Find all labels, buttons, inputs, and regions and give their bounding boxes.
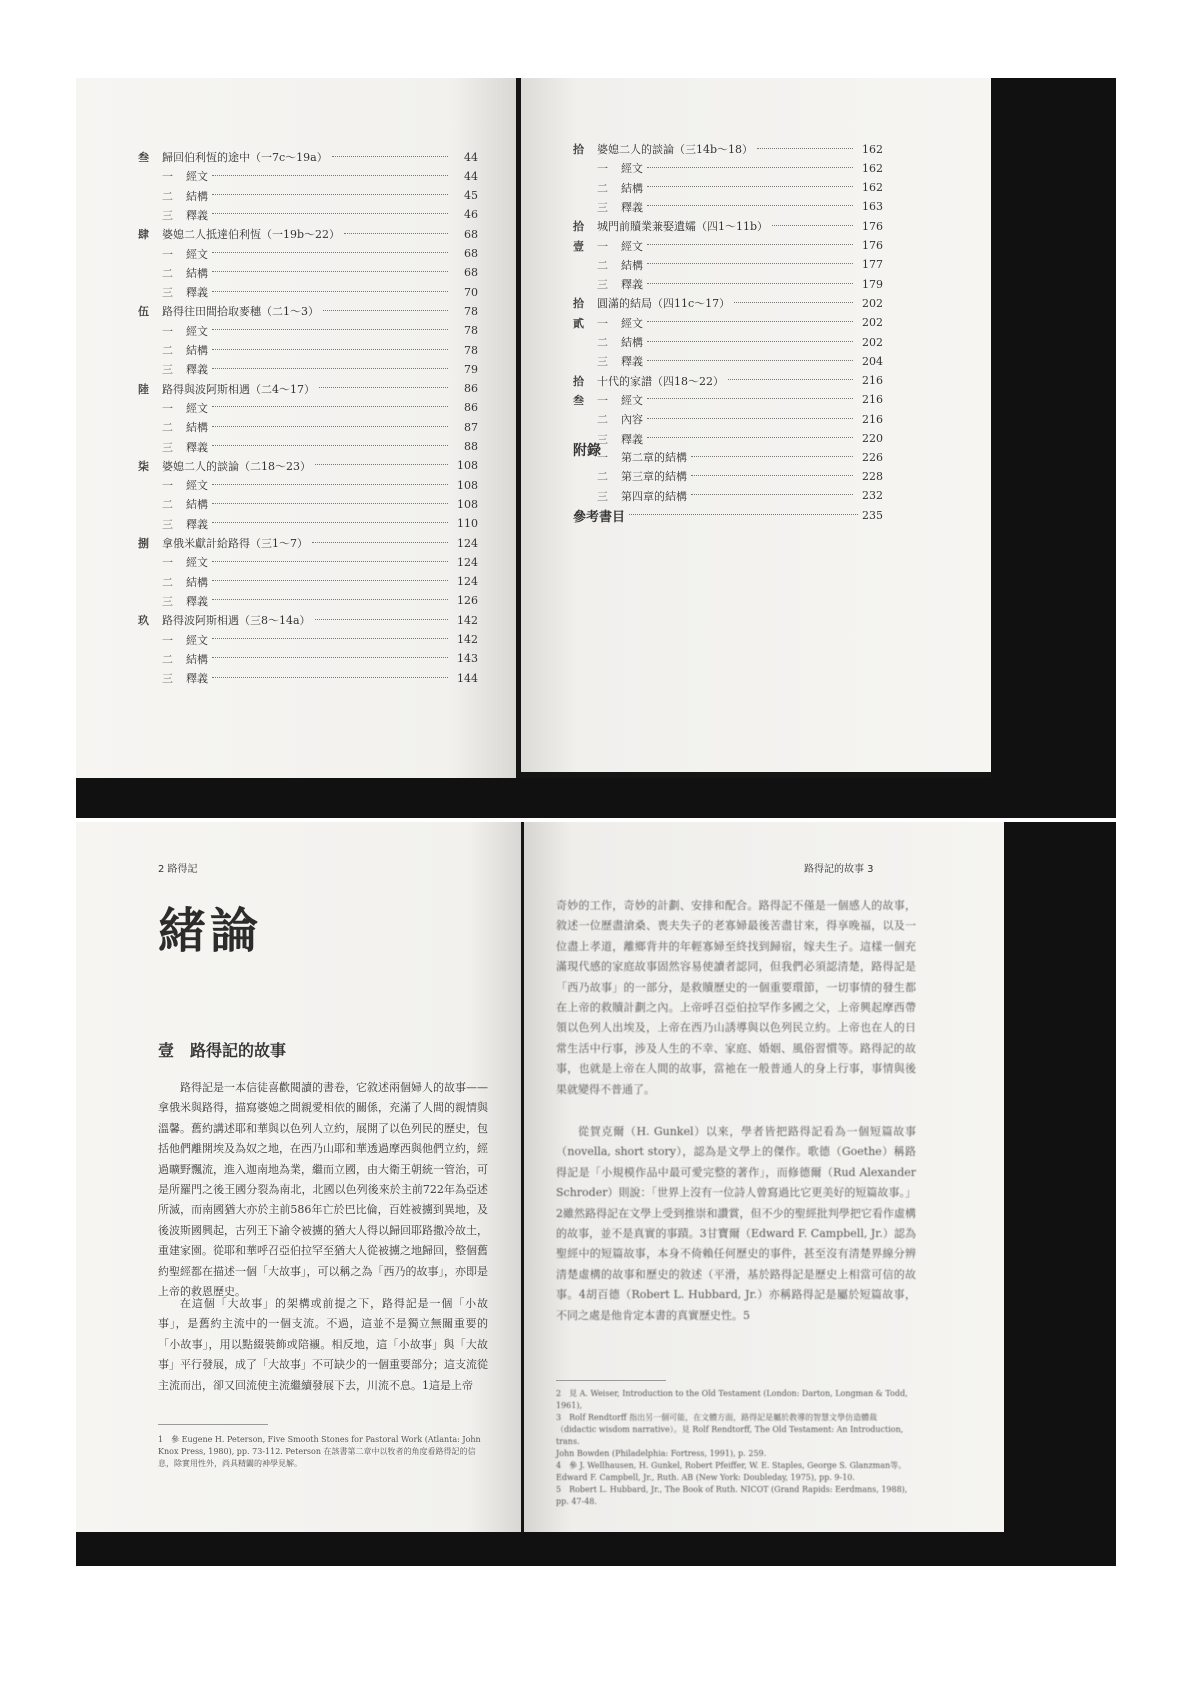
scan-background [1004, 822, 1116, 1566]
toc-row [573, 275, 883, 293]
leader-dots [691, 493, 853, 495]
toc-page-number: 46 [464, 208, 478, 222]
leader-dots [212, 483, 448, 485]
toc-row [573, 430, 883, 448]
toc-entry-label: 結構 [186, 421, 208, 435]
toc-entry-label: 釋義 [621, 432, 643, 446]
toc-entry-label: 結構 [186, 498, 208, 512]
toc-page-number: 78 [464, 343, 478, 357]
toc-sub-numeral: 二 [597, 336, 608, 349]
toc-row [573, 487, 883, 505]
toc-left-page [76, 78, 516, 778]
toc-sub-numeral: 三 [597, 432, 608, 446]
toc-page-number: 163 [862, 200, 883, 214]
leader-dots [212, 676, 448, 678]
toc-page-number: 202 [862, 296, 883, 310]
page3-paragraph-1: 奇妙的工作，奇妙的計劃、安排和配合。路得記不僅是一個感人的故事，敘述一位歷盡滄桑、喪夫失子的老寡婦最後苦盡甘來，得享晚福，以及一位盡上孝道，離鄉背井的年輕寡婦至終找到歸宿，嫁夫生子。這樣一個充滿現代感的家庭故事固然容易使讀者認同，但我們必須認清楚，路得記是「西乃故事」的一部分，是救贖歷史的一個重要環節，一切事情的發生都在上帝的救贖計劃之內。上帝呼召亞伯拉罕作多國之父，上帝興起摩西帶領以色列人出埃及，上帝在西乃山誘導與以色列民立約。上帝也在人的日常生活中行事，涉及人生的不幸、家庭、婚姻、風俗習慣等。路得記的故事，也就是上帝在人間的故事，當祂在一般普通人的身上行事，事情與後果就變得不普通了。 [556, 899, 916, 1096]
footnote-line: 4 參 J. Wellhausen, H. Gunkel, Robert Pfeiffer, W. E. Staples, George S. Glanzman等。 [556, 1461, 907, 1470]
toc-page-number: 177 [862, 258, 883, 272]
toc-row [573, 391, 883, 409]
toc-entry-label: 經文 [186, 170, 208, 184]
toc-sub-numeral: 二 [597, 413, 608, 427]
toc-row [138, 631, 478, 649]
leader-dots [734, 301, 853, 303]
leader-dots [312, 541, 448, 543]
toc-sub-numeral: 一 [162, 324, 173, 338]
toc-entry-label: 內容 [621, 413, 643, 427]
toc-entry-label: 結構 [186, 652, 208, 666]
toc-row [573, 410, 883, 428]
leader-dots [212, 502, 448, 504]
bibliography-entry [573, 506, 883, 525]
toc-entry-label: 結構 [186, 189, 208, 203]
toc-chapter-numeral: 玖 [138, 614, 149, 628]
toc-row [573, 294, 883, 312]
toc-page-number: 216 [862, 374, 883, 388]
toc-chapter-numeral: 陸 [138, 382, 149, 396]
leader-dots [647, 282, 853, 284]
leader-dots [647, 185, 853, 187]
toc-chapter-numeral: 捌 [138, 537, 149, 550]
toc-sub-numeral: 三 [162, 594, 173, 608]
leader-dots [212, 405, 448, 407]
toc-chapter-numeral: 拾 [573, 143, 584, 156]
toc-entry-label: 第三章的結構 [621, 470, 687, 484]
toc-entry-label: 婆媳二人的談論（二18～23） [162, 459, 311, 473]
toc-sub-numeral: 一 [162, 170, 173, 184]
leader-dots [757, 147, 853, 149]
toc-entry-label: 釋義 [186, 672, 208, 686]
toc-row [138, 225, 478, 243]
toc-row [573, 198, 883, 216]
toc-chapter-numeral: 柒 [138, 459, 149, 473]
footnote-line: Edward F. Campbell, Jr., Ruth. AB (New York: Doubleday, 1975), pp. 9-10. [556, 1473, 855, 1482]
leader-dots [212, 212, 448, 214]
leader-dots [212, 328, 448, 330]
scan-background [76, 778, 991, 818]
appendix-title: 附錄 [573, 443, 601, 459]
leader-dots [332, 155, 448, 157]
leader-dots [647, 436, 853, 438]
chapter-title: 緒論 [158, 903, 263, 959]
section-heading: 壹 路得記的故事 [158, 1041, 287, 1060]
toc-page-number: 204 [862, 354, 883, 368]
toc-row [138, 187, 478, 205]
toc-entry-label: 結構 [621, 336, 643, 349]
footnote-line: 3 Rolf Rendtorff 指出另一個可能，在文體方面，路得記是屬於教導的智慧文學仿造體裁（didactic wisdom narrative）。見 Rolf Rendtorff, The Old Testament: An Introduction, trans. [556, 1413, 904, 1446]
toc-entry-label: 經文 [186, 479, 208, 493]
toc-entry-label: 結構 [186, 575, 208, 589]
toc-entry-label: 經文 [621, 316, 643, 330]
toc-chapter-numeral: 叁 [573, 393, 584, 407]
toc-entry-label: 結構 [186, 266, 208, 280]
leader-dots [212, 579, 448, 581]
toc-row [573, 372, 883, 390]
toc-sub-numeral: 三 [597, 278, 608, 292]
toc-sub-numeral: 二 [597, 258, 608, 272]
toc-row [138, 476, 478, 494]
toc-chapter-numeral: 叁 [138, 151, 149, 164]
toc-entry-label: 第二章的結構 [621, 451, 687, 464]
toc-row [138, 399, 478, 417]
toc-entry-label: 婆媳二人的談論（三14b～18） [597, 143, 754, 156]
leader-dots [212, 521, 448, 523]
toc-row [573, 352, 883, 370]
toc-entry-label: 婆媳二人抵達伯利恆（一19b～22） [162, 228, 341, 242]
leader-dots [315, 618, 448, 620]
toc-row [138, 650, 478, 668]
toc-sub-numeral: 二 [597, 470, 608, 484]
toc-page-number: 143 [457, 652, 478, 666]
leader-dots [212, 444, 448, 446]
toc-page-number: 70 [464, 285, 478, 299]
toc-sub-numeral: 三 [597, 489, 608, 503]
toc-chapter-numeral: 伍 [138, 305, 149, 319]
leader-dots [315, 463, 448, 465]
toc-row [573, 179, 883, 197]
toc-entry-label: 十代的家譜（四18～22） [597, 374, 724, 388]
toc-entry-label: 歸回伯利恆的途中（一7c～19a） [162, 151, 328, 164]
toc-sub-numeral: 一 [597, 393, 608, 407]
toc-page-number: 78 [464, 324, 478, 338]
scan-background [991, 78, 1116, 818]
toc-page-number: 110 [457, 517, 478, 531]
toc-row [138, 534, 478, 552]
footnote-line: 2 見 A. Weiser, Introduction to the Old Testament (London: Darton, Longman & Todd, 1961), [556, 1389, 908, 1410]
toc-sub-numeral: 一 [162, 479, 173, 493]
toc-chapter-numeral: 拾 [573, 374, 584, 388]
toc-row [573, 467, 883, 485]
toc-entry-label: 城門前贖業兼娶遺孀（四1～11b） [597, 220, 769, 234]
toc-page-number: 124 [457, 555, 478, 569]
toc-sub-numeral: 二 [162, 498, 173, 512]
footnote-1: 1 參 Eugene H. Peterson, Five Smooth Stones for Pastoral Work (Atlanta: John Knox Press, 1980), pp. 73-112. Peterson 在該書第二章中以牧者的角度看路得記的信息，除實用性外，尚具精闢的神學見解。 [158, 1435, 481, 1468]
toc-sub-numeral: 三 [162, 672, 173, 686]
toc-sub-numeral: 一 [162, 556, 173, 570]
toc-sub-numeral: 二 [162, 344, 173, 357]
leader-dots [691, 474, 853, 476]
toc-page-number: 68 [464, 227, 478, 241]
toc-page-number: 87 [464, 420, 478, 434]
toc-row [573, 159, 883, 177]
toc-entry-label: 釋義 [186, 517, 208, 531]
leader-dots [647, 340, 853, 342]
page-3 [524, 822, 1004, 1532]
leader-dots [212, 425, 448, 427]
toc-entry-label: 釋義 [621, 200, 643, 214]
toc-row [138, 206, 478, 224]
toc-entry-label: 釋義 [186, 286, 208, 300]
toc-page-number: 86 [464, 382, 478, 396]
toc-page-number: 124 [457, 575, 478, 589]
bibliography-page: 235 [862, 509, 883, 522]
toc-sub-numeral: 三 [162, 363, 173, 377]
toc-entry-label: 經文 [186, 401, 208, 415]
toc-chapter-numeral: 拾 [573, 297, 584, 311]
toc-row [138, 167, 478, 185]
toc-row [138, 360, 478, 378]
toc-row [138, 495, 478, 513]
toc-row [573, 237, 883, 255]
toc-page-number: 108 [457, 497, 478, 511]
toc-sub-numeral: 一 [162, 247, 173, 261]
leader-dots [344, 232, 448, 234]
leader-dots [212, 251, 448, 253]
toc-row [138, 380, 478, 398]
toc-row [138, 264, 478, 282]
toc-entry-label: 釋義 [621, 355, 643, 369]
toc-page-number: 68 [464, 266, 478, 280]
toc-page-number: 226 [862, 450, 883, 464]
footnote-rule [158, 1424, 268, 1425]
toc-page-number: 176 [862, 239, 883, 252]
page3-footnotes [556, 1388, 916, 1508]
toc-page-number: 142 [457, 633, 478, 646]
footnote-rule [556, 1380, 666, 1381]
toc-row [573, 256, 883, 274]
toc-page-number: 144 [457, 671, 478, 685]
scan-background [76, 1532, 1004, 1566]
toc-row [138, 592, 478, 610]
toc-row [138, 302, 478, 320]
toc-page-number: 162 [862, 161, 883, 175]
leader-dots [772, 224, 853, 226]
leader-dots [212, 348, 448, 350]
toc-sub-numeral: 一 [162, 633, 173, 647]
toc-page-number: 88 [464, 440, 478, 453]
leader-dots [728, 378, 853, 380]
toc-row [573, 140, 883, 158]
leader-dots [647, 359, 853, 361]
toc-sub-numeral: 一 [597, 451, 608, 464]
toc-entry-label: 拿俄米獻計給路得（三1～7） [162, 537, 308, 550]
toc-page-number: 162 [862, 181, 883, 195]
toc-page-number: 228 [862, 469, 883, 483]
toc-chapter-numeral: 壹 [573, 239, 584, 253]
toc-page-number: 202 [862, 316, 883, 330]
leader-dots [212, 367, 448, 369]
toc-sub-numeral: 二 [162, 189, 173, 203]
toc-entry-label: 釋義 [186, 363, 208, 377]
leader-dots [647, 397, 853, 399]
toc-entry-label: 結構 [621, 181, 643, 195]
toc-sub-numeral: 一 [162, 401, 173, 415]
toc-entry-label: 經文 [621, 239, 643, 253]
leader-dots [629, 513, 858, 515]
bibliography-label: 參考書目 [573, 510, 626, 525]
toc-sub-numeral: 一 [597, 239, 608, 253]
footnote-line: 5 Robert L. Hubbard, Jr., The Book of Ruth. NICOT (Grand Rapids: Eerdmans, 1988), pp. 47-48. [556, 1485, 908, 1506]
toc-page-number: 44 [464, 169, 478, 183]
toc-entry-label: 經文 [621, 393, 643, 407]
toc-row [573, 333, 883, 351]
toc-sub-numeral: 一 [597, 316, 608, 330]
toc-sub-numeral: 三 [597, 200, 608, 214]
page-2 [76, 822, 521, 1532]
toc-page-number: 44 [464, 150, 478, 164]
toc-sub-numeral: 二 [162, 421, 173, 435]
toc-row [138, 245, 478, 263]
leader-dots [319, 386, 448, 388]
toc-entry-label: 第四章的結構 [621, 489, 687, 503]
toc-page-number: 220 [862, 432, 883, 445]
toc-sub-numeral: 三 [162, 208, 173, 222]
toc-entry-label: 路得往田間拾取麥穗（二1～3） [162, 305, 319, 319]
toc-row [573, 448, 883, 466]
footnote-line: John Bowden (Philadelphia: Fortress, 1991), p. 259. [556, 1449, 767, 1458]
toc-entry-label: 圓滿的結局（四11c～17） [597, 297, 731, 311]
leader-dots [323, 309, 448, 311]
toc-page-number: 86 [464, 401, 478, 415]
toc-row [573, 314, 883, 332]
toc-row [138, 438, 478, 456]
toc-page-number: 108 [457, 478, 478, 492]
toc-page-number: 179 [862, 277, 883, 291]
toc-sub-numeral: 二 [597, 181, 608, 195]
toc-page-number: 232 [862, 489, 883, 503]
toc-page-number: 79 [464, 362, 478, 376]
toc-entry-label: 釋義 [186, 594, 208, 608]
toc-row [138, 669, 478, 687]
leader-dots [212, 598, 448, 600]
leader-dots [647, 417, 853, 419]
toc-page-number: 124 [457, 536, 478, 550]
toc-entry-label: 釋義 [621, 278, 643, 292]
toc-entry-label: 釋義 [186, 440, 208, 454]
leader-dots [212, 174, 448, 176]
leader-dots [647, 166, 853, 168]
toc-entry-label: 路得與波阿斯相遇（二4～17） [162, 382, 315, 396]
toc-row [138, 515, 478, 533]
toc-sub-numeral: 三 [597, 355, 608, 369]
leader-dots [647, 262, 853, 264]
toc-sub-numeral: 三 [162, 517, 173, 531]
toc-entry-label: 結構 [186, 344, 208, 357]
toc-row [138, 283, 478, 301]
toc-row [138, 322, 478, 340]
toc-sub-numeral: 三 [162, 286, 173, 300]
toc-entry-label: 結構 [621, 258, 643, 272]
toc-sub-numeral: 三 [162, 440, 173, 454]
toc-row [138, 341, 478, 359]
toc-page-number: 162 [862, 142, 883, 156]
toc-right-page [521, 78, 991, 772]
toc-entry-label: 路得波阿斯相遇（三8～14a） [162, 614, 311, 628]
toc-page-number: 216 [862, 412, 883, 426]
toc-page-number: 68 [464, 247, 478, 260]
toc-entry-label: 經文 [186, 633, 208, 647]
toc-spread-scan [76, 78, 1116, 818]
toc-row [573, 217, 883, 235]
toc-sub-numeral: 二 [162, 575, 173, 589]
paragraph-2: 在這個「大故事」的架構或前提之下，路得記是一個「小故事」，是舊約主流中的一個支流。不過，這並不是獨立無關重要的「小故事」，用以點綴裝飾或陪襯。相反地，這「小故事」與「大故事」平行發展，成了「大故事」不可缺少的一個重要部分；這支流從主流而出，卻又回流使主流繼續發展下去，川流不息。1這是上帝 [158, 1297, 488, 1392]
toc-entry-label: 經文 [186, 556, 208, 570]
toc-row [138, 148, 478, 166]
page3-paragraph-2: 從賀克爾（H. Gunkel）以來，學者皆把路得記看為一個短篇故事（novella, short story），認為是文學上的傑作。歌德（Goethe）稱路得記是「小規模作品中最可愛完整的著作」，而修德爾（Rud Alexander Schroder）則說：「世界上沒有一位詩人曾寫過比它更美好的短篇故事。」2雖然路得記在文學上受到推崇和讚賞，但不少的聖經批判學把它看作虛構的故事，並不是真實的事蹟。3甘寶爾（Edward F. Campbell, Jr.）認為聖經中的短篇故事，本身不倚賴任何歷史的事件，甚至沒有清楚界線分辨清楚虛構的故事和歷史的敘述（平滑，基於路得記是歷史上相當可信的故事。4胡百德（Robert L. Hubbard, Jr.）亦稱路得記是屬於短篇故事，不同之處是他肯定本書的真實歷史性。5 [556, 1125, 916, 1322]
toc-row [138, 457, 478, 475]
running-head-left: 2 路得記 [158, 864, 198, 875]
intro-spread-scan [76, 822, 1116, 1566]
toc-page-number: 142 [457, 613, 478, 627]
leader-dots [647, 243, 853, 245]
toc-sub-numeral: 二 [162, 266, 173, 280]
running-head-right: 路得記的故事 3 [804, 864, 874, 875]
toc-page-number: 176 [862, 219, 883, 233]
toc-page-number: 108 [457, 459, 478, 473]
toc-chapter-numeral: 拾 [573, 220, 584, 234]
toc-sub-numeral: 二 [162, 652, 173, 666]
leader-dots [647, 320, 853, 322]
paragraph-1: 路得記是一本信徒喜歡閱讀的書卷，它敘述兩個婦人的故事——拿俄米與路得，描寫婆媳之間親愛相依的關係，充滿了人間的親情與溫馨。舊約講述耶和華與以色列人立約，展開了以色列民的歷史，包括他們離開埃及為奴之地，在西乃山耶和華透過摩西與他們立約，經過曠野飄流，進入迦南地為業，繼而立國，由大衛王朝統一管治，可是所羅門之後王國分裂為南北，北國以色列後來於主前722年為亞述所滅，而南國猶大亦於主前586年亡於巴比倫，百姓被擄到異地，及後波斯國興起，古列王下諭令被擄的猶大人得以歸回耶路撒冷故土，重建家園。從耶和華呼召亞伯拉罕至猶大人從被擄之地歸回，整個舊約聖經都在描述一個「大故事」，可以稱之為「西乃的故事」，亦即是上帝的救恩歷史。 [158, 1081, 488, 1299]
leader-dots [212, 637, 448, 639]
toc-row [138, 573, 478, 591]
toc-entry-label: 經文 [186, 247, 208, 261]
toc-page-number: 202 [862, 335, 883, 349]
toc-page-number: 126 [457, 594, 478, 608]
leader-dots [212, 656, 448, 658]
toc-sub-numeral: 一 [597, 162, 608, 176]
leader-dots [212, 193, 448, 195]
toc-chapter-numeral: 貳 [573, 316, 584, 330]
leader-dots [647, 204, 853, 206]
leader-dots [212, 290, 448, 292]
toc-page-number: 216 [862, 393, 883, 407]
leader-dots [212, 560, 448, 562]
toc-entry-label: 經文 [621, 162, 643, 176]
toc-chapter-numeral: 肆 [138, 228, 149, 242]
toc-row [138, 611, 478, 629]
toc-row [138, 553, 478, 571]
toc-row [138, 418, 478, 436]
toc-page-number: 78 [464, 304, 478, 318]
leader-dots [691, 455, 853, 457]
toc-page-number: 45 [464, 189, 478, 203]
toc-entry-label: 經文 [186, 324, 208, 338]
leader-dots [212, 270, 448, 272]
toc-entry-label: 釋義 [186, 208, 208, 222]
